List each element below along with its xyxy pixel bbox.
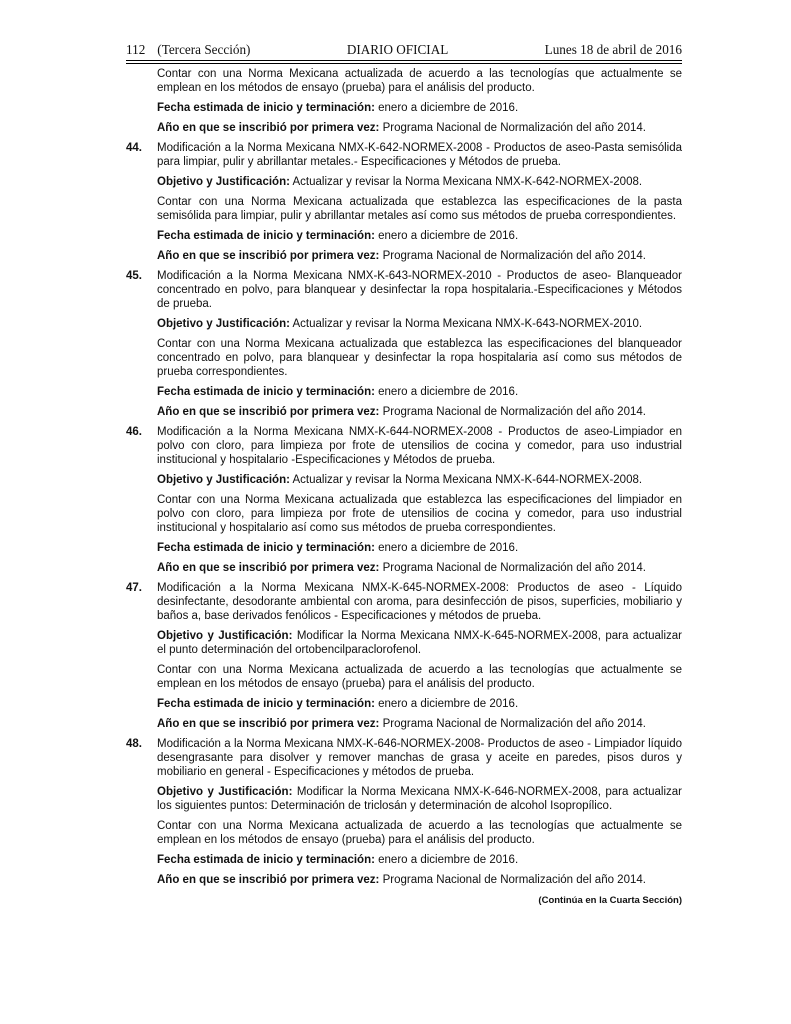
list-item — [126, 581, 682, 731]
list-item — [126, 737, 682, 887]
item-title — [126, 425, 682, 467]
item-text: Contar con una Norma Mexicana actualizada de acuerdo a las tecnologías que actualmente se emplean en los métodos de ensayo (prueba) para el análisis del producto. — [157, 664, 682, 690]
intro-text: Contar con una Norma Mexicana actualizada de acuerdo a las tecnologías que actualmente se emplean en los métodos de ensayo (prueba) para el análisis del producto. — [157, 68, 682, 94]
item-fecha: Fecha estimada de inicio y terminación: enero a diciembre de 2016. — [157, 698, 519, 710]
item-anio: Año en que se inscribió por primera vez: Programa Nacional de Normalización del año 2014. — [157, 874, 646, 886]
item-objetivo: Objetivo y Justificación: Actualizar y revisar la Norma Mexicana NMX-K-642-NORMEX-2008. — [157, 176, 643, 188]
item-title — [126, 269, 682, 311]
item-anio: Año en que se inscribió por primera vez: Programa Nacional de Normalización del año 2014. — [157, 406, 646, 418]
item-objetivo: Objetivo y Justificación: Actualizar y revisar la Norma Mexicana NMX-K-643-NORMEX-2010. — [157, 318, 643, 330]
item-title — [126, 737, 682, 779]
header-rule-top — [126, 60, 682, 61]
page-number: 112 — [126, 42, 146, 57]
item-objetivo: Objetivo y Justificación: Modificar la Norma Mexicana NMX-K-646-NORMEX-2008, para actualizar los siguientes puntos: Determinación de triclosán y determinación de alcohol Isopropílico. — [157, 786, 682, 812]
item-text: Contar con una Norma Mexicana actualizada que establezca las especificaciones de la pasta semisólida para limpiar, pulir y abrillantar metales así como sus métodos de prueba correspondientes. — [157, 196, 682, 222]
page-header — [126, 42, 682, 59]
item-number: 44. — [126, 142, 142, 154]
item-objetivo: Objetivo y Justificación: Modificar la Norma Mexicana NMX-K-645-NORMEX-2008, para actualizar el punto determinación del ortobencilparaclorofenol. — [157, 630, 682, 656]
item-number: 48. — [126, 738, 142, 750]
item-fecha: Fecha estimada de inicio y terminación: enero a diciembre de 2016. — [157, 386, 519, 398]
item-fecha: Fecha estimada de inicio y terminación: enero a diciembre de 2016. — [157, 230, 519, 242]
publication-date: Lunes 18 de abril de 2016 — [544, 42, 682, 57]
item-title — [126, 141, 682, 169]
item-title-text: Modificación a la Norma Mexicana NMX-K-644-NORMEX-2008 - Productos de aseo-Limpiador en polvo con cloro, para limpieza por frote de utensilios de cocina y comedor, para uso industrial institucional y hospitalario -Especificaciones y Métodos de prueba. — [157, 426, 682, 466]
item-title-text: Modificación a la Norma Mexicana NMX-K-642-NORMEX-2008 - Productos de aseo-Pasta semisólida para limpiar, pulir y abrillantar metales.- Especificaciones y Métodos de prueba. — [157, 142, 682, 168]
list-item — [126, 269, 682, 419]
item-text: Contar con una Norma Mexicana actualizada de acuerdo a las tecnologías que actualmente se emplean en los métodos de ensayo (prueba) para el análisis del producto. — [157, 820, 682, 846]
section-label: (Tercera Sección) — [157, 42, 251, 57]
items-list — [126, 141, 682, 887]
item-text: Contar con una Norma Mexicana actualizada que establezca las especificaciones del blanqueador concentrado en polvo, para blanquear y desinfectar la ropa hospitalaria así como sus métodos de prueba correspondientes. — [157, 338, 682, 378]
intro-fecha: Fecha estimada de inicio y terminación: enero a diciembre de 2016. — [157, 102, 519, 114]
item-anio: Año en que se inscribió por primera vez: Programa Nacional de Normalización del año 2014. — [157, 562, 646, 574]
item-number: 45. — [126, 270, 142, 282]
item-title-text: Modificación a la Norma Mexicana NMX-K-643-NORMEX-2010 - Productos de aseo- Blanqueador concentrado en polvo, para blanquear y desinfectar la ropa hospitalaria.-Especificaciones y Métodos de prueba. — [157, 270, 682, 310]
item-objetivo: Objetivo y Justificación: Actualizar y revisar la Norma Mexicana NMX-K-644-NORMEX-2008. — [157, 474, 643, 486]
publication-title: DIARIO OFICIAL — [346, 42, 449, 57]
document-body — [126, 67, 682, 887]
document-page — [126, 42, 682, 906]
item-anio: Año en que se inscribió por primera vez: Programa Nacional de Normalización del año 2014. — [157, 718, 646, 730]
item-anio: Año en que se inscribió por primera vez: Programa Nacional de Normalización del año 2014. — [157, 250, 646, 262]
list-item — [126, 425, 682, 575]
item-number: 47. — [126, 582, 142, 594]
item-title — [126, 581, 682, 623]
item-title-text: Modificación a la Norma Mexicana NMX-K-645-NORMEX-2008: Productos de aseo - Líquido desinfectante, desodorante ambiental con aroma, para desinfección de pisos, superficies, mobiliario y baños a, base derivados fenólicos - Especificaciones y métodos de prueba. — [157, 582, 682, 622]
item-fecha: Fecha estimada de inicio y terminación: enero a diciembre de 2016. — [157, 854, 519, 866]
item-text: Contar con una Norma Mexicana actualizada que establezca las especificaciones del limpiador en polvo con cloro, para limpieza por frote de utensilios de cocina y comedor, para uso industrial institucional y hospitalario así como sus métodos de prueba correspondientes. — [157, 494, 682, 534]
list-item — [126, 141, 682, 263]
item-title-text: Modificación a la Norma Mexicana NMX-K-646-NORMEX-2008- Productos de aseo - Limpiador líquido desengrasante para disolver y remover manchas de grasa y aceite en paredes, pisos duros y mobiliario en general - Especificaciones y métodos de prueba. — [157, 738, 682, 778]
item-number: 46. — [126, 426, 142, 438]
header-rule-bottom — [126, 63, 682, 64]
continuation-note: (Continúa en la Cuarta Sección) — [538, 895, 682, 906]
intro-anio: Año en que se inscribió por primera vez: Programa Nacional de Normalización del año 2014. — [157, 122, 646, 134]
item-fecha: Fecha estimada de inicio y terminación: enero a diciembre de 2016. — [157, 542, 519, 554]
